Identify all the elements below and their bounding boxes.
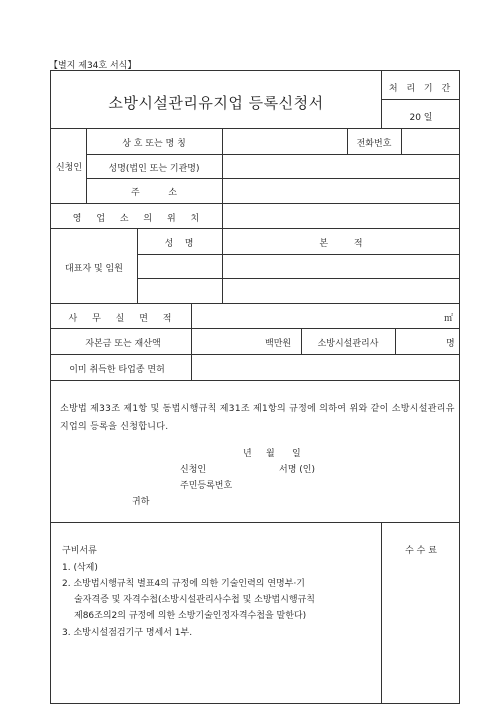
divider: [86, 154, 460, 155]
divider: [381, 99, 460, 100]
divider: [381, 522, 382, 704]
form-number: 【별지 제34호 서식】: [49, 61, 137, 71]
business-name-label: 상 호 또는 명 칭: [122, 139, 186, 149]
processing-period-label: 처 리 기 간: [388, 84, 454, 94]
office-area-label: 사 무 실 면 적: [68, 314, 178, 324]
divider: [51, 203, 460, 204]
attachment-item: 제86조의2의 규정에 의한 소방기술인정자격수첩을 말한다): [74, 611, 307, 621]
divider: [301, 328, 302, 354]
address-label: 주 소: [131, 188, 177, 198]
divider: [51, 303, 460, 304]
phone-label: 전화번호: [356, 139, 392, 149]
divider: [51, 328, 460, 329]
declaration-text: 소방법 제33조 제1항 및 동법시행규칙 제31조 제1항의 규정에 의하여 위와 같이 소방시설관리유지업의 등록을 신청합니다.: [60, 404, 455, 432]
attachment-item: 3. 소방시설점검기구 명세서 1부.: [62, 628, 193, 638]
divider: [191, 303, 192, 380]
divider: [137, 254, 460, 255]
date-month-label: 월: [266, 449, 275, 459]
representative-label: 성명(법인 또는 기관명): [108, 164, 200, 174]
declaration-applicant-label: 신청인: [180, 465, 207, 475]
divider: [401, 128, 402, 154]
divider: [222, 228, 223, 303]
date-year-label: 년: [243, 449, 252, 459]
resident-id-label: 주민등록번호: [180, 481, 233, 491]
fee-label: 수 수 료: [405, 546, 437, 556]
processing-period-value: 20 일: [409, 113, 433, 123]
applicant-group-label: 신청인: [55, 163, 83, 173]
divider: [222, 128, 223, 228]
domicile-column-label: 본 적: [319, 239, 363, 249]
attachment-item: 1. (삭제): [62, 563, 98, 573]
divider: [51, 128, 460, 129]
divider: [51, 228, 460, 229]
divider: [86, 128, 87, 203]
business-location-label: 영 업 소 의 위 치: [72, 214, 206, 224]
representatives-label: 대표자 및 임원: [65, 264, 123, 274]
divider: [86, 178, 460, 179]
addressee-label: 귀하: [132, 497, 150, 507]
divider: [347, 128, 348, 154]
divider: [51, 354, 460, 355]
name-column-label: 성 명: [164, 239, 194, 249]
divider: [395, 328, 396, 354]
fire-manager-label: 소방시설관리사: [317, 339, 379, 349]
date-day-label: 일: [292, 449, 301, 459]
other-license-label: 이미 취득한 타업종 면허: [69, 365, 165, 375]
attachment-item: 술자격증 및 자격수첩(소방시설관리사수첩 및 소방법시행규칙: [74, 595, 316, 605]
form-title: 소방시설관리유지업 등록신청서: [108, 94, 324, 112]
signature-label: 서명 (인): [279, 465, 315, 475]
form-frame: [50, 70, 460, 704]
divider: [51, 380, 460, 381]
capital-label: 자본금 또는 재산액: [85, 339, 161, 349]
capital-unit: 백만원: [265, 339, 292, 349]
divider: [137, 278, 460, 279]
person-unit: 명: [446, 339, 455, 349]
divider: [137, 228, 138, 303]
attachments-heading: 구비서류: [62, 546, 97, 556]
office-area-unit: ㎡: [444, 314, 454, 324]
divider: [51, 522, 460, 523]
attachment-item: 2. 소방법시행규칙 별표4의 규정에 의한 기술인력의 연명부·기: [62, 579, 305, 589]
